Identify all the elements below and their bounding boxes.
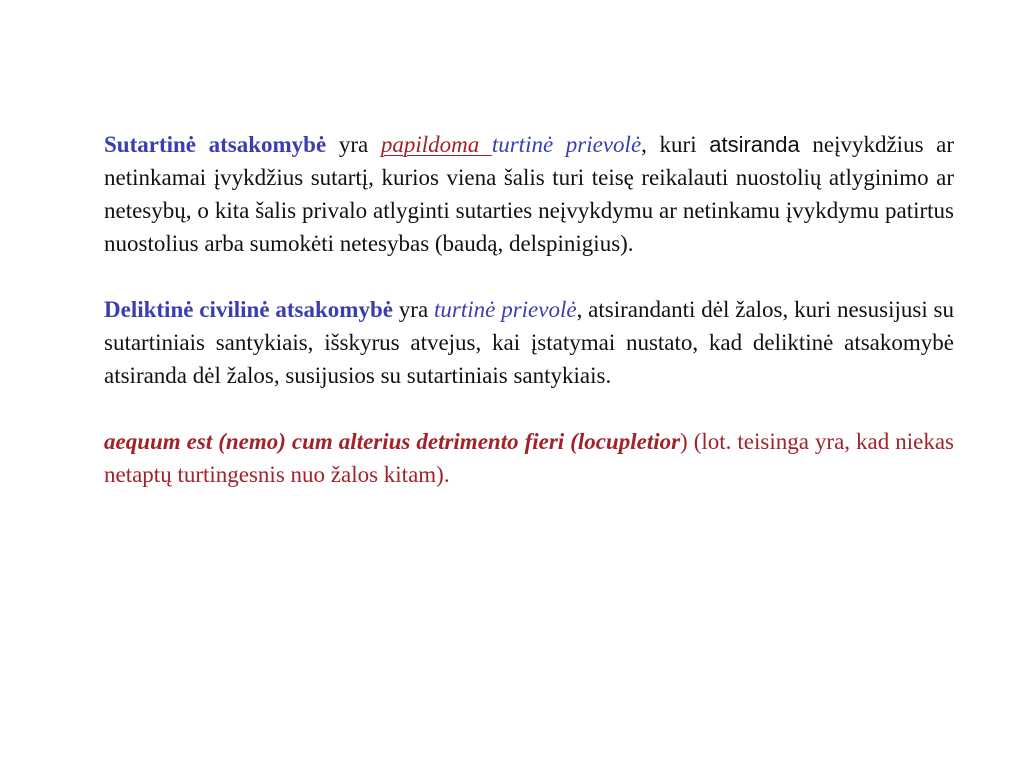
latin-maxim: aequum est (nemo) cum alterius detrimento fieri (locupletior bbox=[104, 429, 681, 454]
emphasis-property-obligation: turtinė prievolė bbox=[434, 297, 577, 322]
paragraph-contractual-liability bbox=[104, 128, 954, 260]
term-contractual-liability: Sutartinė atsakomybė bbox=[104, 132, 327, 157]
sans-word: atsiranda bbox=[709, 132, 800, 157]
slide-text-body bbox=[104, 128, 954, 491]
text-segment: yra bbox=[326, 132, 381, 157]
underlined-term: papildoma bbox=[380, 132, 492, 157]
latin-translation: (lot. teisinga yra, kad niekas netaptų turtingesnis nuo žalos kitam). bbox=[104, 429, 954, 487]
closing-paren: ) bbox=[680, 429, 688, 454]
paragraph-latin-maxim bbox=[104, 425, 954, 491]
text-segment: yra bbox=[392, 297, 435, 322]
term-tort-liability: Deliktinė civilinė atsakomybė bbox=[104, 297, 393, 322]
text-segment: , kuri bbox=[641, 132, 710, 157]
emphasis-property-obligation: turtinė prievolė bbox=[491, 132, 642, 157]
text-segment: neįvykdžius ar netinkamai įvykdžius sutartį, kurios viena šalis turi teisę reikalauti nuostolių atlyginimo ar netesybų, o kita šalis privalo atlyginti sutarties neįvykdymu ar netinkamu įvykdymu patirtus nuostolius arba sumokėti netesybas (baudą, delspinigius). bbox=[104, 132, 955, 256]
text-segment: , atsirandanti dėl žalos, kuri nesusijusi su sutartiniais santykiais, išskyrus atvejus, kai įstatymai nustato, kad deliktinė atsakomybė atsiranda dėl žalos, susijusios su sutartiniais santykiais. bbox=[104, 297, 954, 388]
paragraph-tort-liability bbox=[104, 293, 954, 392]
